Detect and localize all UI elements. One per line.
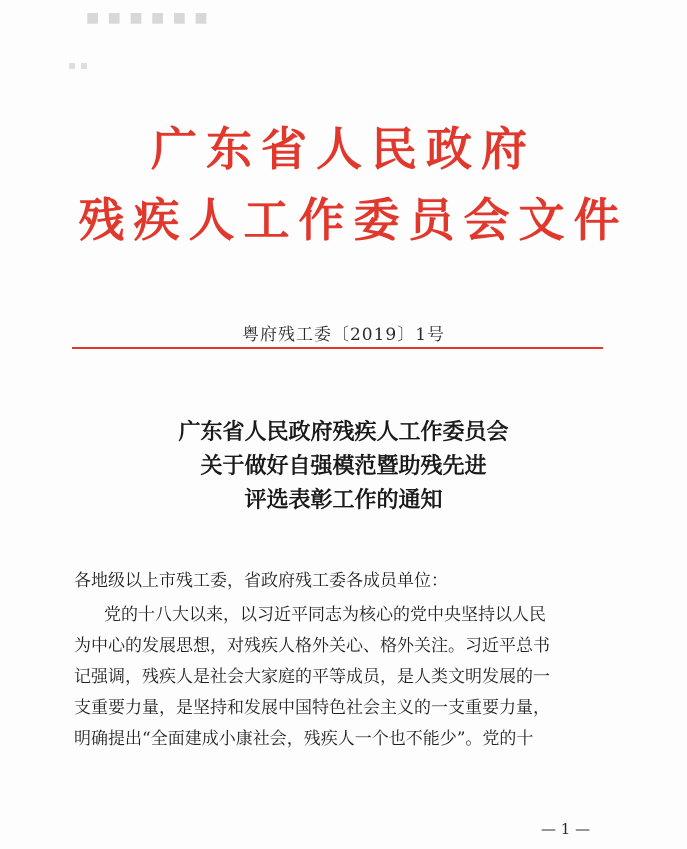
notice-title-line2: 关于做好自强模范暨助残先进	[200, 453, 487, 479]
notice-title-line3: 评选表彰工作的通知	[244, 487, 443, 513]
paragraph-line-5: 明确提出“全面建成小康社会，残疾人一个也不能少”。党的十	[74, 729, 534, 749]
body-paragraph	[74, 600, 614, 755]
paragraph-line-2: 为中心的发展思想，对残疾人格外关心、格外关注。习近平总书	[74, 636, 550, 656]
issuing-org-title-line1: 广东省人民政府	[151, 122, 536, 176]
page-number: — 1 —	[541, 820, 591, 838]
paragraph-line-3: 记强调，残疾人是社会大家庭的平等成员，是人类文明发展的一	[74, 667, 550, 687]
salutation: 各地级以上市残工委，省政府残工委各成员单位：	[74, 571, 448, 591]
notice-title	[0, 415, 687, 517]
paragraph-line-1: 党的十八大以来，以习近平同志为核心的党中央坚持以人民	[104, 605, 546, 625]
notice-title-line1: 广东省人民政府残疾人工作委员会	[178, 419, 509, 445]
document-number: 粤府残工委〔2019〕1号	[241, 325, 446, 345]
faint-stamp-mark: ■ ■ ■ ■ ■ ■	[86, 10, 210, 26]
faint-stamp-mark-2: ▪ ▪	[68, 58, 89, 72]
paragraph-line-4: 支重要力量，是坚持和发展中国特色社会主义的一支重要力量，	[74, 698, 550, 718]
red-divider-line	[72, 347, 603, 349]
issuing-org-title-line2: 残疾人工作委员会文件	[78, 193, 629, 247]
